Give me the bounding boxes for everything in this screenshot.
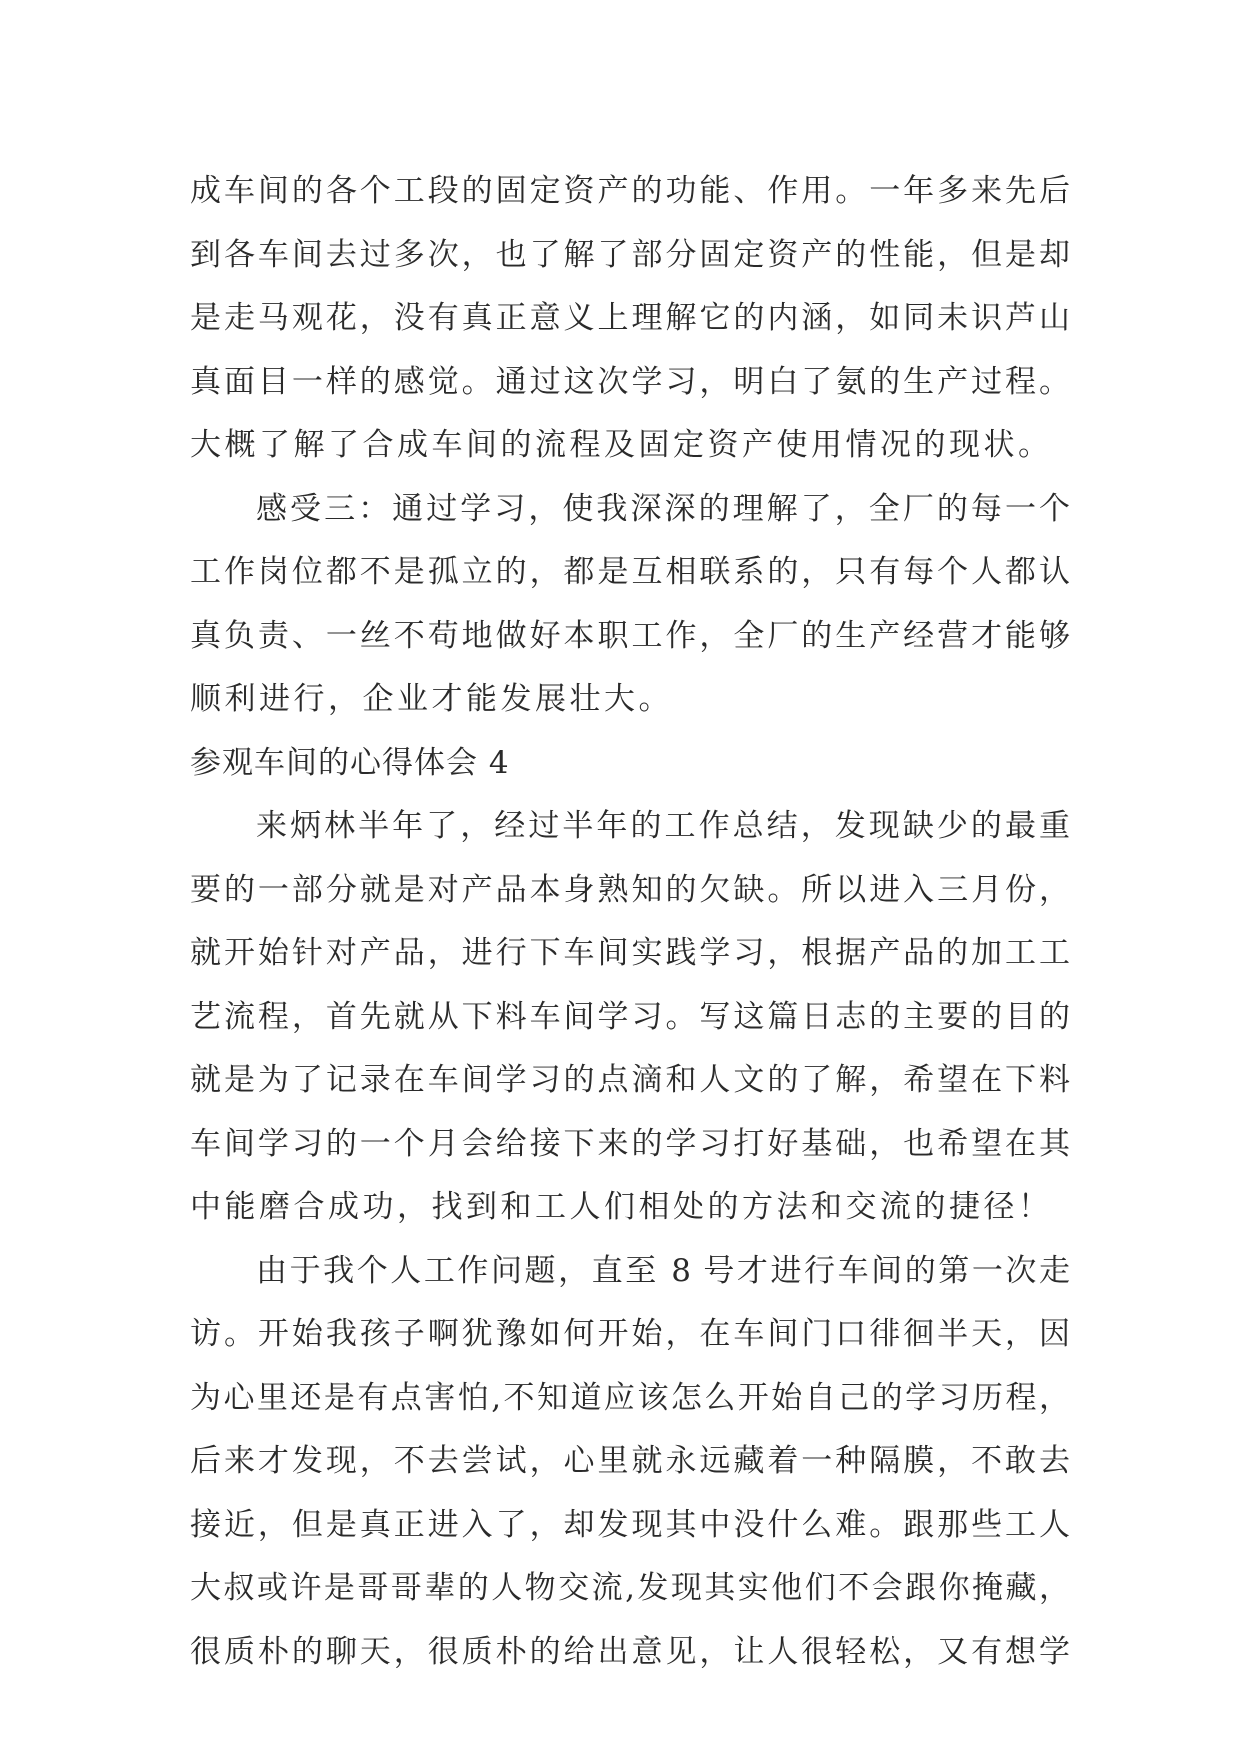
text-line: 工作岗位都不是孤立的，都是互相联系的，只有每个人都认 (190, 554, 1070, 590)
text-line: 艺流程，首先就从下料车间学习。写这篇日志的主要的目的 (190, 998, 1070, 1035)
text-line: 访。开始我孩子啊犹豫如何开始，在车间门口徘徊半天，因 (190, 1316, 1070, 1352)
text-line: 要的一部分就是对产品本身熟知的欠缺。所以进入三月份， (190, 871, 1070, 908)
text-line: 来炳林半年了，经过半年的工作总结，发现缺少的最重 (256, 808, 1070, 844)
text-line: 到各车间去过多次，也了解了部分固定资产的性能，但是却 (190, 236, 1070, 273)
text-line: 成车间的各个工段的固定资产的功能、作用。一年多来先后 (190, 173, 1070, 209)
text-line: 就是为了记录在车间学习的点滴和人文的了解，希望在下料 (190, 1062, 1070, 1098)
section-heading: 参观车间的心得体会 4 (190, 744, 510, 781)
document-body (190, 160, 1070, 1684)
text-line: 真负责、一丝不苟地做好本职工作，全厂的生产经营才能够 (190, 617, 1070, 654)
text-line: 中能磨合成功，找到和工人们相处的方法和交流的捷径！ (190, 1189, 1053, 1225)
text-line: 顺利进行，企业才能发展壮大。 (190, 681, 673, 717)
text-line: 真面目一样的感觉。通过这次学习，明白了氨的生产过程。 (190, 363, 1070, 400)
text-line: 车间学习的一个月会给接下来的学习打好基础，也希望在其 (190, 1125, 1070, 1162)
text-line: 接近，但是真正进入了，却发现其中没什么难。跟那些工人 (190, 1506, 1070, 1543)
text-line: 很质朴的聊天，很质朴的给出意见，让人很轻松，又有想学 (190, 1633, 1070, 1670)
text-line: 为心里还是有点害怕,不知道应该怎么开始自己的学习历程， (190, 1379, 1070, 1416)
text-line: 后来才发现，不去尝试，心里就永远藏着一种隔膜，不敢去 (190, 1443, 1070, 1479)
text-line: 大叔或许是哥哥辈的人物交流,发现其实他们不会跟你掩藏， (190, 1570, 1070, 1606)
text-line: 感受三：通过学习，使我深深的理解了，全厂的每一个 (256, 490, 1070, 527)
text-line: 就开始针对产品，进行下车间实践学习，根据产品的加工工 (190, 935, 1070, 971)
text-line: 大概了解了合成车间的流程及固定资产使用情况的现状。 (190, 427, 1053, 463)
text-line: 是走马观花，没有真正意义上理解它的内涵，如同未识芦山 (190, 300, 1070, 336)
text-line: 由于我个人工作问题，直至 8 号才进行车间的第一次走 (256, 1252, 1070, 1289)
